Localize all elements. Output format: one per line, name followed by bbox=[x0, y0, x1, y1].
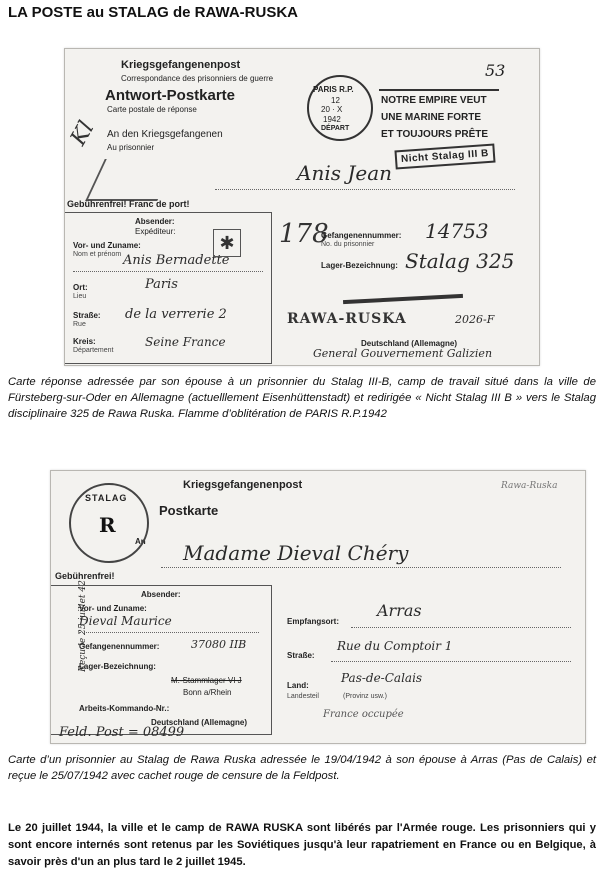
destination-country: France occupée bbox=[323, 709, 404, 720]
feldpost-number: Feld. Post = 08499 bbox=[59, 725, 185, 740]
camp-name: Stalag 325 bbox=[405, 249, 515, 273]
camp-label: Lager-Bezeichnung: bbox=[321, 261, 398, 270]
sender-department: Seine France bbox=[145, 335, 226, 349]
card-type: Antwort-Postkarte bbox=[105, 87, 236, 104]
address-to: An den Kriegsgefangenen bbox=[107, 129, 223, 140]
sender-box: Absender: Vor- und Zuname: Dieval Maurice Gefangenennummer: 37080 IIB Lager-Bezeichnung: M.-Stammlager VI J Bonn a/Rhein Arbeits-Kommando-Nr.: Deutschland (Allemagne) bbox=[51, 585, 272, 735]
page-title: LA POSTE au STALAG de RAWA-RUSKA bbox=[8, 4, 299, 21]
nicht-stalag-stamp: Nicht Stalag III B bbox=[394, 144, 495, 170]
country-label: Deutschland (Allemagne) bbox=[361, 339, 458, 348]
franc-de-port: Gebührenfrei! bbox=[55, 571, 115, 581]
corner-note: Rawa-Ruska bbox=[501, 481, 558, 491]
handwritten-number: 178 bbox=[279, 219, 329, 249]
prisoner-number: 37080 IIB bbox=[191, 638, 247, 651]
sender-box: Absender: Expéditeur: Vor- und Zuname: Nom et prénom Anis Bernadette Ort: Lieu Paris Straße: Rue de la verrerie 2 Kreis: Département Seine France bbox=[65, 212, 272, 364]
pen-strokes bbox=[85, 159, 177, 201]
destination-city: Arras bbox=[377, 601, 422, 620]
handwritten-mark: Kl bbox=[66, 117, 100, 150]
destination-label: Empfangsort: bbox=[287, 617, 339, 626]
destination-street: Rue du Comptoir 1 bbox=[337, 639, 453, 653]
prisoner-number: 14753 bbox=[425, 219, 489, 243]
flame-line bbox=[379, 89, 499, 91]
address-to: An bbox=[135, 537, 146, 546]
card-type: Postkarte bbox=[159, 503, 219, 518]
card-type-fr: Carte postale de réponse bbox=[107, 105, 197, 114]
address-to-fr: Au prisonnier bbox=[107, 143, 155, 152]
sender-name: Dieval Maurice bbox=[79, 614, 172, 628]
received-note: Reçu le 25 juillet 42 bbox=[77, 580, 88, 672]
sender-name: Anis Bernadette bbox=[123, 253, 230, 268]
slogan-line-3: ET TOUJOURS PRÊTE bbox=[381, 129, 489, 140]
slogan-line-2: UNE MARINE FORTE bbox=[381, 112, 481, 123]
recipient-name: Anis Jean bbox=[297, 161, 392, 185]
paris-postmark: PARIS R.P. 12 20 · X 1942 DÉPART bbox=[307, 75, 373, 141]
franc-de-port: Gebührenfrei! Franc de port! bbox=[67, 199, 190, 209]
handwritten-ref: 2026-F bbox=[455, 313, 495, 326]
card-heading: Kriegsgefangenenpost bbox=[121, 59, 241, 71]
censor-mark-icon: ✱ bbox=[213, 229, 241, 257]
destination-region: Pas-de-Calais bbox=[341, 671, 423, 685]
slogan-line-1: NOTRE EMPIRE VEUT bbox=[381, 95, 487, 106]
caption-card-1: Carte réponse adressée par son épouse à un prisonnier du Stalag III-B, camp de travail situé dans la ville de Fürsteberg-sur-Oder en Allemagne (actuelllement Eisenhüttenstadt) et redirigée « Nicht Stalag III B » vers le Stalag disciplinaire 325 de Rawa Ruska. Flamme d’oblitération de PARIS R.P.1942 bbox=[8, 376, 596, 420]
card-heading-fr: Correspondance des prisonniers de guerre bbox=[121, 74, 274, 83]
caption-card-2: Carte d’un prisonnier au Stalag de Rawa Ruska adressée le 19/04/1942 à son épouse à Arras (Pas de Calais) et reçue le 25/07/1942 avec cachet rouge de censure de la Feldpost. bbox=[8, 754, 596, 782]
strike-through bbox=[343, 294, 463, 304]
sender-street: de la verrerie 2 bbox=[125, 307, 227, 322]
handwritten-code: 53 bbox=[485, 61, 506, 80]
general-gouvernement: General Gouvernement Galizien bbox=[313, 347, 493, 360]
land-label: Land: bbox=[287, 681, 309, 690]
country-label: Deutschland (Allemagne) bbox=[151, 718, 248, 727]
history-paragraph: Le 20 juillet 1944, la ville et le camp de RAWA RUSKA sont libérés par l'Armée rouge. Les prisonniers qui y sont encore internés sont retenus par les Soviétiques jusqu'à leur rapatriement en France ou en Belgique, à savoir près d'un an plus tard le 2 juillet 1945. bbox=[8, 822, 596, 868]
recipient-name: Madame Dieval Chéry bbox=[183, 541, 409, 565]
rawa-ruska-stamp: RAWA-RUSKA bbox=[287, 311, 407, 327]
camp-name: M.-Stammlager VI J bbox=[171, 676, 242, 685]
postcard-reply: Kriegsgefangenenpost Correspondance des prisonniers de guerre Antwort-Postkarte Carte postale de réponse An den Kriegsgefangenen Au prisonnier Kl PARIS R.P. 12 20 · X 1942 DÉPART NOTRE EMPIRE VEUT UNE MARINE FORTE ET TOUJOURS PRÊTE 53 Nicht Stalag III B Anis Jean Gebührenfrei! Franc de port! Absender: Expéditeur: Vor- und Zuname: Nom et prénom Anis Bernadette Ort: Lieu Paris Straße: Rue de la verrerie 2 Kreis: Département Seine France ✱ 178 Gefangenennummer: No. du prisonnier 14753 Lager-Bezeichnung: Stalag 325 RAWA-RUSKA 2026-F Deutschland (Allemagne) General Gouvernement Galizien bbox=[64, 48, 540, 366]
stalag-stamp: STALAG R bbox=[69, 483, 149, 563]
camp-city: Bonn a/Rhein bbox=[183, 688, 232, 697]
street-label: Straße: bbox=[287, 651, 315, 660]
card-heading: Kriegsgefangenenpost bbox=[183, 479, 303, 491]
sender-city: Paris bbox=[145, 277, 178, 292]
postcard-prisoner: Kriegsgefangenenpost Postkarte An STALAG R Reçu le 25 juillet 42 Rawa-Ruska Madame Dieval Chéry Gebührenfrei! Absender: Vor- und Zuname: Dieval Maurice Gefangenennummer: 37080 IIB Lager-Bezeichnung: M.-Stammlager VI J Bonn a/Rhein Arbeits-Kommando-Nr.: Deutschland (Allemagne) Feld. Post = 08499 Empfangsort: Arras Straße: Rue du Comptoir 1 Land: Pas-de-Calais Landesteil (Provinz usw.) France occupée bbox=[50, 470, 586, 744]
prisoner-number-label: Gefangenennummer: bbox=[321, 231, 402, 240]
